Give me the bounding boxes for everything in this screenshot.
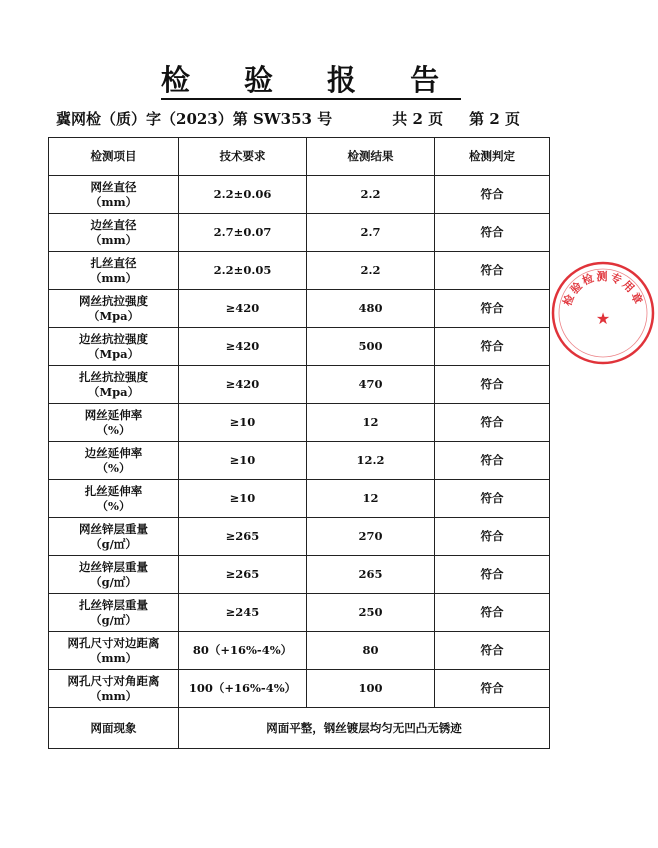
verdict-cell: 符合	[435, 632, 550, 670]
item-name: 网孔尺寸对角距离	[67, 673, 160, 688]
item-unit: （Mpa）	[87, 346, 140, 361]
result-cell: 2.2	[307, 252, 435, 290]
item-unit: （mm）	[89, 194, 138, 209]
item-unit: （g/㎡）	[90, 612, 137, 627]
item-unit: （%）	[96, 498, 131, 513]
item-name: 边丝延伸率	[84, 445, 143, 460]
table-row	[49, 632, 550, 670]
result-cell: 12	[307, 404, 435, 442]
report-number: 冀网检（质）字（2023）第 SW353 号	[56, 110, 333, 128]
requirement-cell: ≥10	[179, 442, 307, 480]
requirement-cell: ≥245	[179, 594, 307, 632]
item-cell	[49, 176, 179, 214]
item-name: 边丝直径	[90, 217, 137, 232]
total-pages: 共 2 页	[392, 110, 444, 128]
item-unit: （Mpa）	[87, 384, 140, 399]
item-name: 边丝锌层重量	[79, 559, 148, 574]
verdict-cell: 符合	[435, 290, 550, 328]
table-row	[49, 670, 550, 708]
item-name: 扎丝锌层重量	[79, 597, 148, 612]
verdict-cell: 符合	[435, 176, 550, 214]
verdict-cell: 符合	[435, 670, 550, 708]
result-cell: 480	[307, 290, 435, 328]
table-row	[49, 480, 550, 518]
report-title	[0, 58, 600, 99]
verdict-cell: 符合	[435, 366, 550, 404]
table-row	[49, 328, 550, 366]
item-cell	[49, 670, 179, 708]
column-header-verdict: 检测判定	[435, 138, 550, 176]
item-name: 扎丝延伸率	[84, 483, 143, 498]
requirement-cell: ≥265	[179, 518, 307, 556]
table-row	[49, 404, 550, 442]
requirement-cell: 80（+16%-4%）	[179, 632, 307, 670]
verdict-cell: 符合	[435, 252, 550, 290]
inspection-seal-stamp	[548, 258, 658, 368]
item-cell	[49, 404, 179, 442]
result-cell: 270	[307, 518, 435, 556]
result-cell: 2.7	[307, 214, 435, 252]
item-unit: （mm）	[89, 650, 138, 665]
table-row	[49, 594, 550, 632]
result-cell: 500	[307, 328, 435, 366]
requirement-cell: 2.2±0.06	[179, 176, 307, 214]
verdict-cell: 符合	[435, 556, 550, 594]
item-name: 边丝抗拉强度	[79, 331, 148, 346]
result-cell: 265	[307, 556, 435, 594]
verdict-cell: 符合	[435, 518, 550, 556]
column-header-result: 检测结果	[307, 138, 435, 176]
result-cell: 12	[307, 480, 435, 518]
requirement-cell: ≥10	[179, 404, 307, 442]
item-unit: （mm）	[89, 232, 138, 247]
requirement-cell: 2.7±0.07	[179, 214, 307, 252]
item-name: 网丝锌层重量	[79, 521, 148, 536]
column-header-requirement: 技术要求	[179, 138, 307, 176]
report-title-text: 检 验 报 告	[161, 63, 461, 100]
item-cell	[49, 518, 179, 556]
table-row	[49, 214, 550, 252]
table-row	[49, 252, 550, 290]
surface-item-cell: 网面现象	[49, 708, 179, 749]
item-unit: （%）	[96, 422, 131, 437]
item-cell	[49, 366, 179, 404]
verdict-cell: 符合	[435, 214, 550, 252]
column-header-item: 检测项目	[49, 138, 179, 176]
item-unit: （g/㎡）	[90, 536, 137, 551]
item-cell	[49, 632, 179, 670]
requirement-cell: 100（+16%-4%）	[179, 670, 307, 708]
item-cell	[49, 290, 179, 328]
requirement-cell: ≥420	[179, 328, 307, 366]
verdict-cell: 符合	[435, 442, 550, 480]
item-name: 扎丝抗拉强度	[79, 369, 148, 384]
result-cell: 80	[307, 632, 435, 670]
stamp-text: 检验检测专用章	[560, 270, 646, 308]
item-name: 网丝抗拉强度	[79, 293, 148, 308]
table-row-surface	[49, 708, 550, 749]
surface-description-cell: 网面平整，钢丝镀层均匀无凹凸无锈迹	[179, 708, 550, 749]
current-page: 第 2 页	[469, 110, 520, 128]
item-unit: （Mpa）	[87, 308, 140, 323]
verdict-cell: 符合	[435, 480, 550, 518]
page-info	[392, 108, 520, 129]
item-name: 网孔尺寸对边距离	[67, 635, 160, 650]
table-row	[49, 518, 550, 556]
result-cell: 250	[307, 594, 435, 632]
item-unit: （mm）	[89, 688, 138, 703]
item-cell	[49, 594, 179, 632]
table-row	[49, 556, 550, 594]
item-name: 网丝延伸率	[84, 407, 143, 422]
result-cell: 2.2	[307, 176, 435, 214]
requirement-cell: ≥420	[179, 290, 307, 328]
item-unit: （mm）	[89, 270, 138, 285]
result-cell: 100	[307, 670, 435, 708]
requirement-cell: ≥420	[179, 366, 307, 404]
table-header-row	[49, 138, 550, 176]
verdict-cell: 符合	[435, 404, 550, 442]
item-unit: （%）	[96, 460, 131, 475]
item-name: 网丝直径	[90, 179, 137, 194]
result-cell: 12.2	[307, 442, 435, 480]
item-cell	[49, 556, 179, 594]
item-cell	[49, 442, 179, 480]
table-row	[49, 176, 550, 214]
verdict-cell: 符合	[435, 594, 550, 632]
star-icon: ★	[595, 309, 611, 328]
item-name: 扎丝直径	[90, 255, 137, 270]
item-cell	[49, 214, 179, 252]
item-cell	[49, 328, 179, 366]
table-row	[49, 366, 550, 404]
requirement-cell: ≥10	[179, 480, 307, 518]
requirement-cell: ≥265	[179, 556, 307, 594]
result-cell: 470	[307, 366, 435, 404]
verdict-cell: 符合	[435, 328, 550, 366]
inspection-results-table	[48, 137, 550, 749]
table-row	[49, 290, 550, 328]
item-cell	[49, 480, 179, 518]
item-unit: （g/㎡）	[90, 574, 137, 589]
table-row	[49, 442, 550, 480]
requirement-cell: 2.2±0.05	[179, 252, 307, 290]
item-cell	[49, 252, 179, 290]
